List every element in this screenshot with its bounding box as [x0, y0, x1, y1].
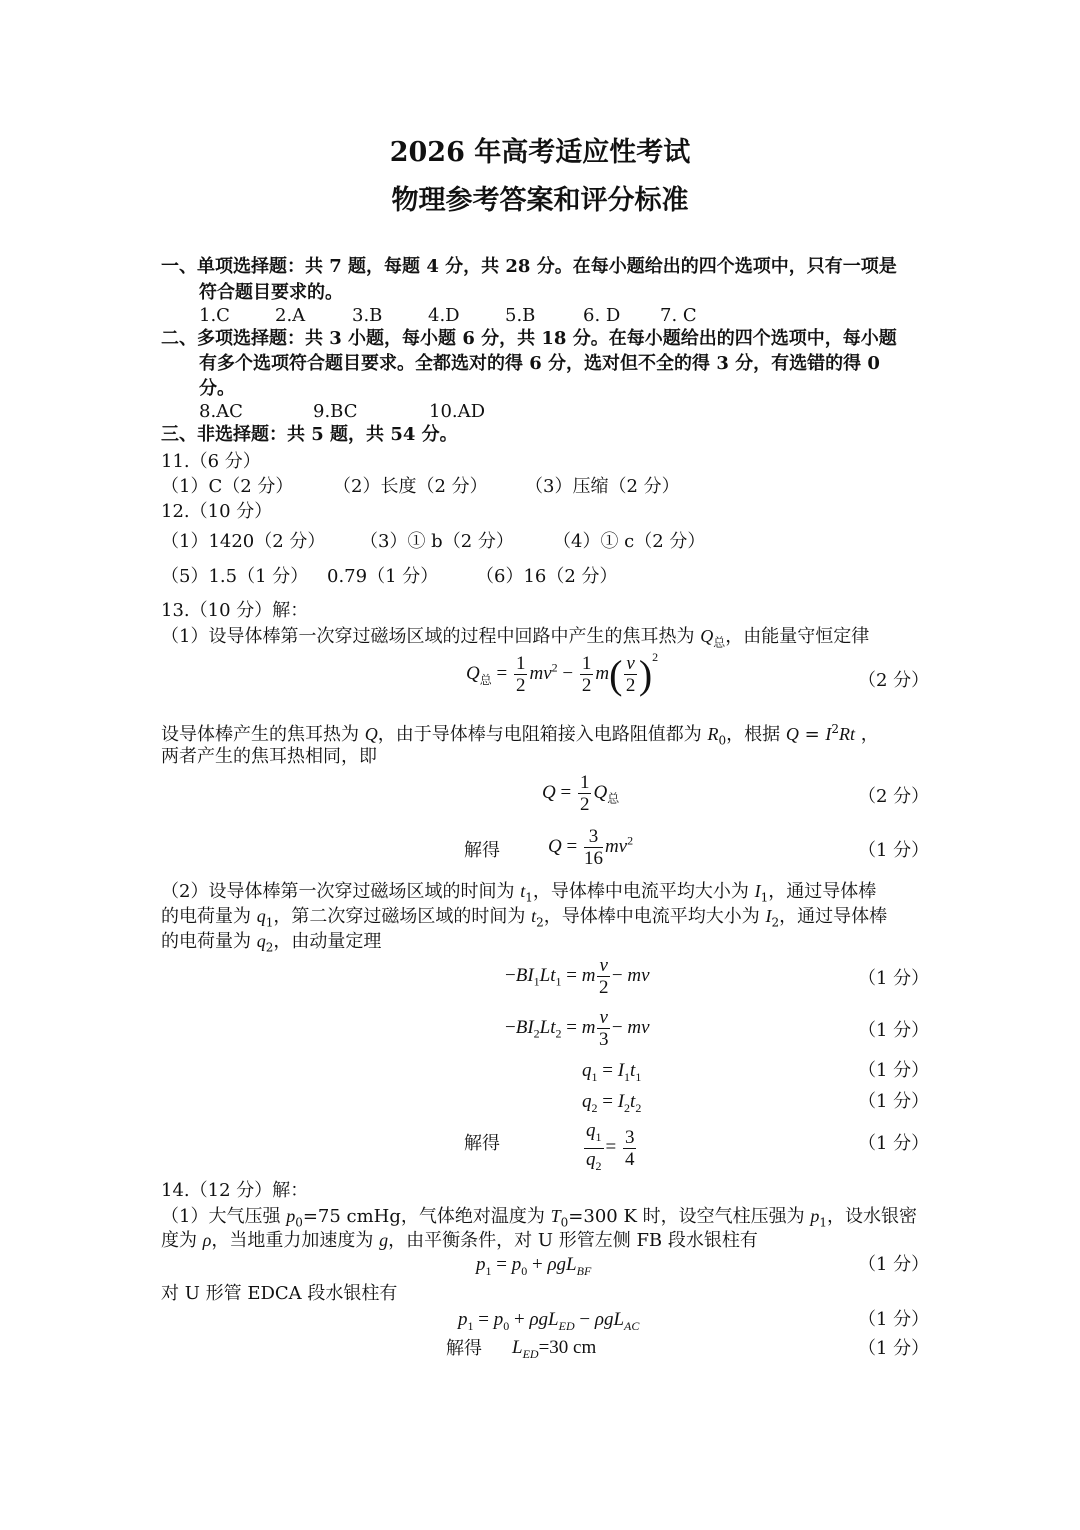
part1-heading-line2: 符合题目要求的。 [199, 282, 343, 303]
q13-paragraph2-line2: 两者产生的焦耳热相同，即 [161, 746, 377, 767]
q13-equation-charge-1: $q_1 = I_1t_1$ [582, 1060, 642, 1084]
q13-score: （1 分） [858, 1091, 930, 1112]
page-title: 2026 年高考适应性考试 [389, 137, 691, 168]
part3-heading: 三、非选择题：共 5 题，共 54 分。 [161, 424, 458, 445]
q11-answer: （2）长度（2 分） [333, 476, 488, 497]
q11-answer: （3）压缩（2 分） [525, 476, 680, 497]
q14-equation-2: $p_1 = p_0 + \rho gL_{ED} - \rho gL_{AC}$ [458, 1309, 640, 1333]
part2-answer: 10.AD [429, 401, 486, 422]
q13-equation-result: Q = $\frac{3}{16}$ $mv^2$ [548, 826, 634, 869]
q11-answer: （1）C（2 分） [161, 476, 294, 497]
q14-equation-result: $L_{ED}=30$ cm [512, 1337, 597, 1361]
q14-solve-label: 解得 [446, 1338, 482, 1359]
q13-solve-label: 解得 [464, 840, 500, 861]
q13-score: （1 分） [858, 1133, 930, 1154]
q13-paragraph1: （1）设导体棒第一次穿过磁场区域的过程中回路中产生的焦耳热为 $Q_总$，由能量守恒定律 [161, 626, 870, 650]
q13-equation-momentum-2: $-BI_2Lt_2 = m$ $\frac{v}{3}$ − mv [505, 1007, 650, 1050]
q13-paragraph2-line1: 设导体棒产生的焦耳热为 Q，由于导体棒与电阻箱接入电路阻值都为 $R_0$，根据 $Q = I^2Rt$ ， [161, 722, 879, 748]
q13-score: （2 分） [858, 670, 930, 691]
part1-answer: 1.C [199, 305, 230, 326]
part2-heading-line3: 分。 [199, 378, 235, 399]
q14-paragraph2: 对 U 形管 EDCA 段水银柱有 [161, 1283, 398, 1304]
part1-answer: 4.D [428, 305, 460, 326]
part2-heading-line2: 有多个选项符合题目要求。全都选对的得 6 分，选对但不全的得 3 分，有选错的得 0 [199, 353, 880, 374]
q12-answer: （5）1.5（1 分） [161, 566, 309, 587]
q12-answer: （3）① b（2 分） [360, 531, 514, 552]
part1-answer: 6. D [583, 305, 621, 326]
page-subtitle: 物理参考答案和评分标准 [391, 185, 689, 216]
q14-score: （1 分） [858, 1309, 930, 1330]
q13-score: （1 分） [858, 968, 930, 989]
q14-paragraph1-line2: 度为 ρ，当地重力加速度为 g，由平衡条件，对 U 形管左侧 FB 段水银柱有 [161, 1230, 758, 1251]
part1-answer: 5.B [505, 305, 536, 326]
q12-answer: （1）1420（2 分） [161, 531, 326, 552]
q14-paragraph1-line1: （1）大气压强 $p_0=75$ cmHg，气体绝对温度为 $T_0=300$ K 时，设空气柱压强为 $p_1$，设水银密 [161, 1206, 918, 1230]
q13-score: （1 分） [858, 1060, 930, 1081]
q12-answer: （6）16（2 分） [476, 566, 618, 587]
q14-score: （1 分） [858, 1338, 930, 1359]
q12-answer: 0.79（1 分） [327, 566, 439, 587]
q12-title: 12.（10 分） [161, 501, 273, 522]
q13-paragraph3-line3: 的电荷量为 $q_2$，由动量定理 [161, 931, 382, 955]
part1-answer: 3.B [352, 305, 383, 326]
q14-equation-1: $p_1 = p_0 + \rho gL_{BF}$ [476, 1254, 592, 1278]
q13-score: （1 分） [858, 1020, 930, 1041]
q14-title: 14.（12 分）解： [161, 1180, 309, 1201]
part2-answer: 8.AC [199, 401, 243, 422]
q13-equation-momentum-1: $-BI_1Lt_1 = m$ $\frac{v}{2}$ − mv [505, 955, 650, 998]
part1-answer: 2.A [275, 305, 306, 326]
part2-answer: 9.BC [313, 401, 358, 422]
q13-paragraph3-line1: （2）设导体棒第一次穿过磁场区域的时间为 $t_1$，导体棒中电流平均大小为 $I_1$，通过导体棒 [161, 881, 877, 905]
q13-score: （1 分） [858, 840, 930, 861]
q13-equation-charge-2: $q_2 = I_2t_2$ [582, 1091, 642, 1115]
q13-title: 13.（10 分）解： [161, 600, 309, 621]
part1-answer: 7. C [660, 305, 697, 326]
q13-equation-energy: $Q_总$ = $\frac{1}{2}$ $mv^2$ − $\frac{1}{2}$ m( $\frac{v}{2}$ )$^2$ [466, 650, 659, 698]
q12-answer: （4）① c（2 分） [553, 531, 706, 552]
q13-score: （2 分） [858, 786, 930, 807]
q13-solve-label: 解得 [464, 1133, 500, 1154]
q13-equation-half: Q = $\frac{1}{2}$ $Q_总$ [542, 772, 620, 815]
part1-heading-line1: 一、单项选择题：共 7 题，每题 4 分，共 28 分。在每小题给出的四个选项中，只有一项是 [161, 256, 897, 277]
q13-equation-ratio: $\frac{q_1}{q_2}$ = $\frac{3}{4}$ [586, 1120, 635, 1173]
q14-score: （1 分） [858, 1254, 930, 1275]
q11-title: 11.（6 分） [161, 451, 261, 472]
part2-heading-line1: 二、多项选择题：共 3 小题，每小题 6 分，共 18 分。在每小题给出的四个选项中，每小题 [161, 328, 897, 349]
q13-paragraph3-line2: 的电荷量为 $q_1$，第二次穿过磁场区域的时间为 $t_2$，导体棒中电流平均大小为 $I_2$，通过导体棒 [161, 906, 888, 930]
